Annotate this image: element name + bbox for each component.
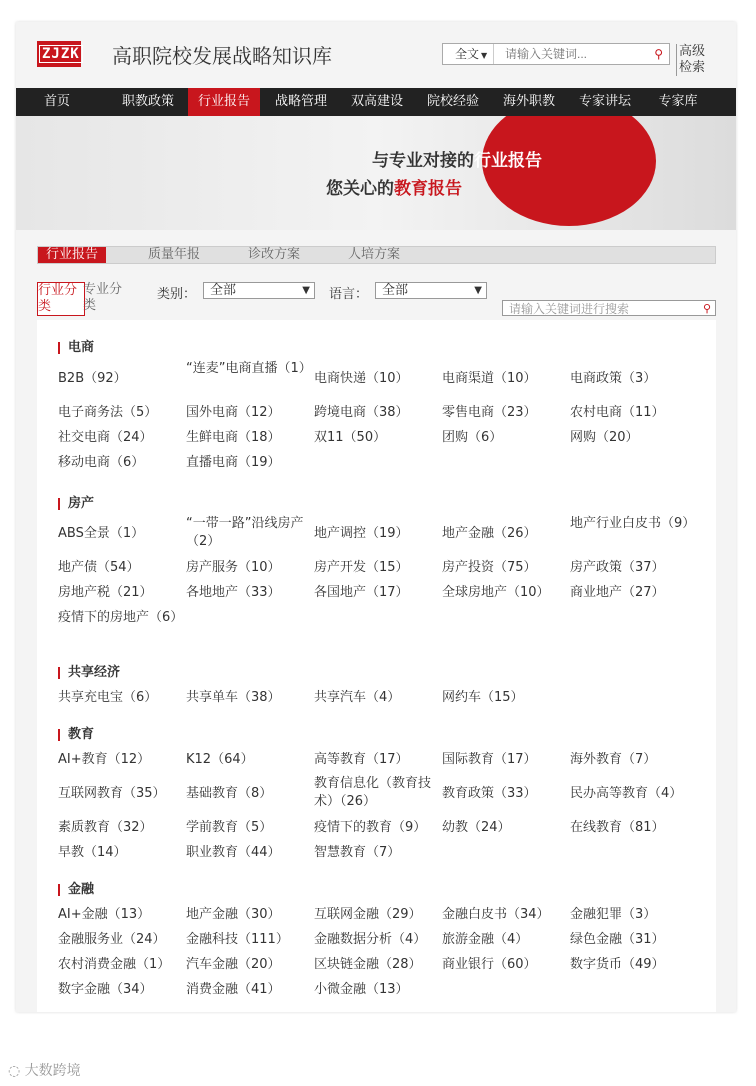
keyword-search-input[interactable] xyxy=(502,300,716,316)
header xyxy=(16,22,736,88)
list-item[interactable]: K12（64） xyxy=(186,752,254,767)
advanced-search-link[interactable]: 高级检索 xyxy=(676,44,711,76)
site-title: 高职院校发展战略知识库 xyxy=(112,44,332,68)
list-item[interactable]: 电商政策（3） xyxy=(570,371,657,386)
list-item[interactable]: 农村电商（11） xyxy=(570,405,665,420)
chevron-down-icon: ▼ xyxy=(481,51,488,60)
search-type-select[interactable] xyxy=(443,44,494,64)
list-item[interactable]: 电商渠道（10） xyxy=(442,371,537,386)
watermark xyxy=(8,1060,81,1080)
list-item[interactable]: 区块链金融（28） xyxy=(314,957,422,972)
list-item[interactable]: 民办高等教育（4） xyxy=(570,786,683,801)
category-title: 教育 xyxy=(58,729,94,741)
list-item[interactable]: 互联网教育（35） xyxy=(58,786,166,801)
list-item[interactable]: 金融科技（111） xyxy=(186,932,289,947)
list-item[interactable]: 智慧教育（7） xyxy=(314,845,401,860)
list-item[interactable]: 地产行业白皮书（9） xyxy=(570,516,696,531)
list-item[interactable]: 农村消费金融（1） xyxy=(58,957,171,972)
list-item[interactable]: “连麦”电商直播（1） xyxy=(186,361,312,376)
tab-diagnosis-plan[interactable]: 诊改方案 xyxy=(248,247,301,262)
logo-text: ZJZK xyxy=(39,45,83,63)
list-item[interactable]: 地产金融（30） xyxy=(186,907,281,922)
banner-text: 您关心的 xyxy=(326,179,394,199)
list-item[interactable]: 全球房地产（10） xyxy=(442,585,550,600)
site-logo[interactable] xyxy=(37,41,81,67)
banner xyxy=(16,116,736,230)
list-item[interactable]: 基础教育（8） xyxy=(186,786,273,801)
list-item[interactable]: “一带一路”沿线房产（2） xyxy=(186,516,304,549)
list-item[interactable]: 金融犯罪（3） xyxy=(570,907,657,922)
list-item[interactable]: 金融服务业（24） xyxy=(58,932,166,947)
nav-item-expert-lecture[interactable]: 专家讲坛 xyxy=(578,94,631,109)
list-item[interactable]: 金融数据分析（4） xyxy=(314,932,427,947)
list-item[interactable]: 双11（50） xyxy=(314,430,387,445)
tab-industry-report[interactable]: 行业报告 xyxy=(38,247,106,263)
list-item[interactable]: 商业银行（60） xyxy=(442,957,537,972)
list-item[interactable]: 疫情下的房地产（6） xyxy=(58,610,184,625)
search-input[interactable] xyxy=(505,44,645,64)
list-item[interactable]: 消费金融（41） xyxy=(186,982,281,997)
list-item[interactable]: 房产投资（75） xyxy=(442,560,537,575)
list-item[interactable]: 高等教育（17） xyxy=(314,752,409,767)
list-item[interactable]: 海外教育（7） xyxy=(570,752,657,767)
list-item[interactable]: 互联网金融（29） xyxy=(314,907,422,922)
banner-line-1 xyxy=(372,146,542,171)
list-item[interactable]: 汽车金融（20） xyxy=(186,957,281,972)
search-box xyxy=(442,43,670,65)
list-item[interactable]: 幼教（24） xyxy=(442,820,511,835)
filter-tab-major[interactable]: 专业分类 xyxy=(83,282,123,313)
list-item[interactable]: 地产债（54） xyxy=(58,560,140,575)
list-item[interactable]: 移动电商（6） xyxy=(58,455,145,470)
list-item[interactable]: 素质教育（32） xyxy=(58,820,153,835)
list-item[interactable]: 教育政策（33） xyxy=(442,786,537,801)
list-item[interactable]: 共享单车（38） xyxy=(186,690,281,705)
category-select[interactable] xyxy=(203,282,315,299)
search-type-label: 全文 xyxy=(455,47,480,61)
search-icon[interactable]: ⚲ xyxy=(654,47,663,61)
list-item[interactable]: 数字货币（49） xyxy=(570,957,665,972)
list-item[interactable]: 学前教育（5） xyxy=(186,820,273,835)
list-item[interactable]: 房产服务（10） xyxy=(186,560,281,575)
list-item[interactable]: 早教（14） xyxy=(58,845,127,860)
list-item[interactable]: 各地地产（33） xyxy=(186,585,281,600)
category-title: 金融 xyxy=(58,884,94,896)
list-item[interactable]: AI+教育（12） xyxy=(58,752,151,767)
filter-tab-industry[interactable]: 行业分类 xyxy=(37,282,85,316)
search-icon[interactable]: ⚲ xyxy=(702,302,711,315)
list-item[interactable]: B2B（92） xyxy=(58,371,127,386)
list-item[interactable]: 国际教育（17） xyxy=(442,752,537,767)
chevron-down-icon: ▼ xyxy=(474,285,482,296)
list-item[interactable]: 网购（20） xyxy=(570,430,639,445)
nav-item-expert-db[interactable]: 专家库 xyxy=(658,94,698,109)
page-container xyxy=(16,22,736,1012)
language-select[interactable] xyxy=(375,282,487,299)
list-item[interactable]: 跨境电商（38） xyxy=(314,405,409,420)
nav-item-industry-report[interactable]: 行业报告 xyxy=(188,88,260,116)
list-item[interactable]: 生鲜电商（18） xyxy=(186,430,281,445)
list-item[interactable]: 地产调控（19） xyxy=(314,526,409,541)
category-list xyxy=(37,320,716,1012)
keyword-placeholder: 请输入关键词进行搜索 xyxy=(509,302,630,316)
list-item[interactable]: AI+金融（13） xyxy=(58,907,151,922)
banner-decoration xyxy=(482,116,656,226)
list-item[interactable]: 地产金融（26） xyxy=(442,526,537,541)
watermark-icon: ◌ xyxy=(8,1063,25,1079)
banner-line-2 xyxy=(326,174,462,199)
list-item[interactable]: 房地产税（21） xyxy=(58,585,153,600)
list-item[interactable]: 各国地产（17） xyxy=(314,585,409,600)
list-item[interactable]: 直播电商（19） xyxy=(186,455,281,470)
category-value: 全部 xyxy=(210,283,237,298)
list-item[interactable]: 国外电商（12） xyxy=(186,405,281,420)
tab-training-plan[interactable]: 人培方案 xyxy=(348,247,401,262)
list-item[interactable]: 疫情下的教育（9） xyxy=(314,820,427,835)
list-item[interactable]: 绿色金融（31） xyxy=(570,932,665,947)
list-item[interactable]: 小微金融（13） xyxy=(314,982,409,997)
list-item[interactable]: 电商快递（10） xyxy=(314,371,409,386)
list-item[interactable]: 在线教育（81） xyxy=(570,820,665,835)
language-label: 语言： xyxy=(329,287,369,302)
list-item[interactable]: 教育信息化（教育技术）（26） xyxy=(314,776,432,809)
list-item[interactable]: 旅游金融（4） xyxy=(442,932,529,947)
category-title: 共享经济 xyxy=(58,667,120,679)
list-item[interactable]: 金融白皮书（34） xyxy=(442,907,550,922)
category-title: 电商 xyxy=(58,342,94,354)
tab-quality-report[interactable]: 质量年报 xyxy=(148,247,201,262)
list-item[interactable]: 零售电商（23） xyxy=(442,405,537,420)
nav-item-college-experience[interactable]: 院校经验 xyxy=(426,94,479,109)
list-item[interactable]: 电子商务法（5） xyxy=(58,405,158,420)
banner-text: 与专业对接的 xyxy=(372,151,474,171)
nav-item-overseas[interactable]: 海外职教 xyxy=(502,94,555,109)
nav-item-home[interactable]: 首页 xyxy=(43,94,70,109)
language-value: 全部 xyxy=(382,283,409,298)
main-nav xyxy=(16,88,736,116)
filter-bar xyxy=(37,280,716,320)
watermark-text: 大数跨境 xyxy=(24,1063,81,1079)
banner-highlight: 教育报告 xyxy=(394,179,462,199)
list-item[interactable]: 网约车（15） xyxy=(442,690,524,705)
list-item[interactable]: ABS全景（1） xyxy=(58,526,145,541)
list-item[interactable]: 共享汽车（4） xyxy=(314,690,401,705)
list-item[interactable]: 社交电商（24） xyxy=(58,430,153,445)
category-title: 房产 xyxy=(58,498,94,510)
nav-item-policy[interactable]: 职教政策 xyxy=(121,94,174,109)
list-item[interactable]: 房产开发（15） xyxy=(314,560,409,575)
banner-highlight: 行业报告 xyxy=(474,151,542,171)
list-item[interactable]: 共享充电宝（6） xyxy=(58,690,158,705)
nav-item-double-high[interactable]: 双高建设 xyxy=(350,94,403,109)
list-item[interactable]: 团购（6） xyxy=(442,430,503,445)
report-tabs xyxy=(37,246,716,264)
list-item[interactable]: 数字金融（34） xyxy=(58,982,153,997)
list-item[interactable]: 商业地产（27） xyxy=(570,585,665,600)
category-label: 类别： xyxy=(157,287,197,302)
nav-item-strategy[interactable]: 战略管理 xyxy=(274,94,327,109)
list-item[interactable]: 房产政策（37） xyxy=(570,560,665,575)
list-item[interactable]: 职业教育（44） xyxy=(186,845,281,860)
chevron-down-icon: ▼ xyxy=(302,285,310,296)
